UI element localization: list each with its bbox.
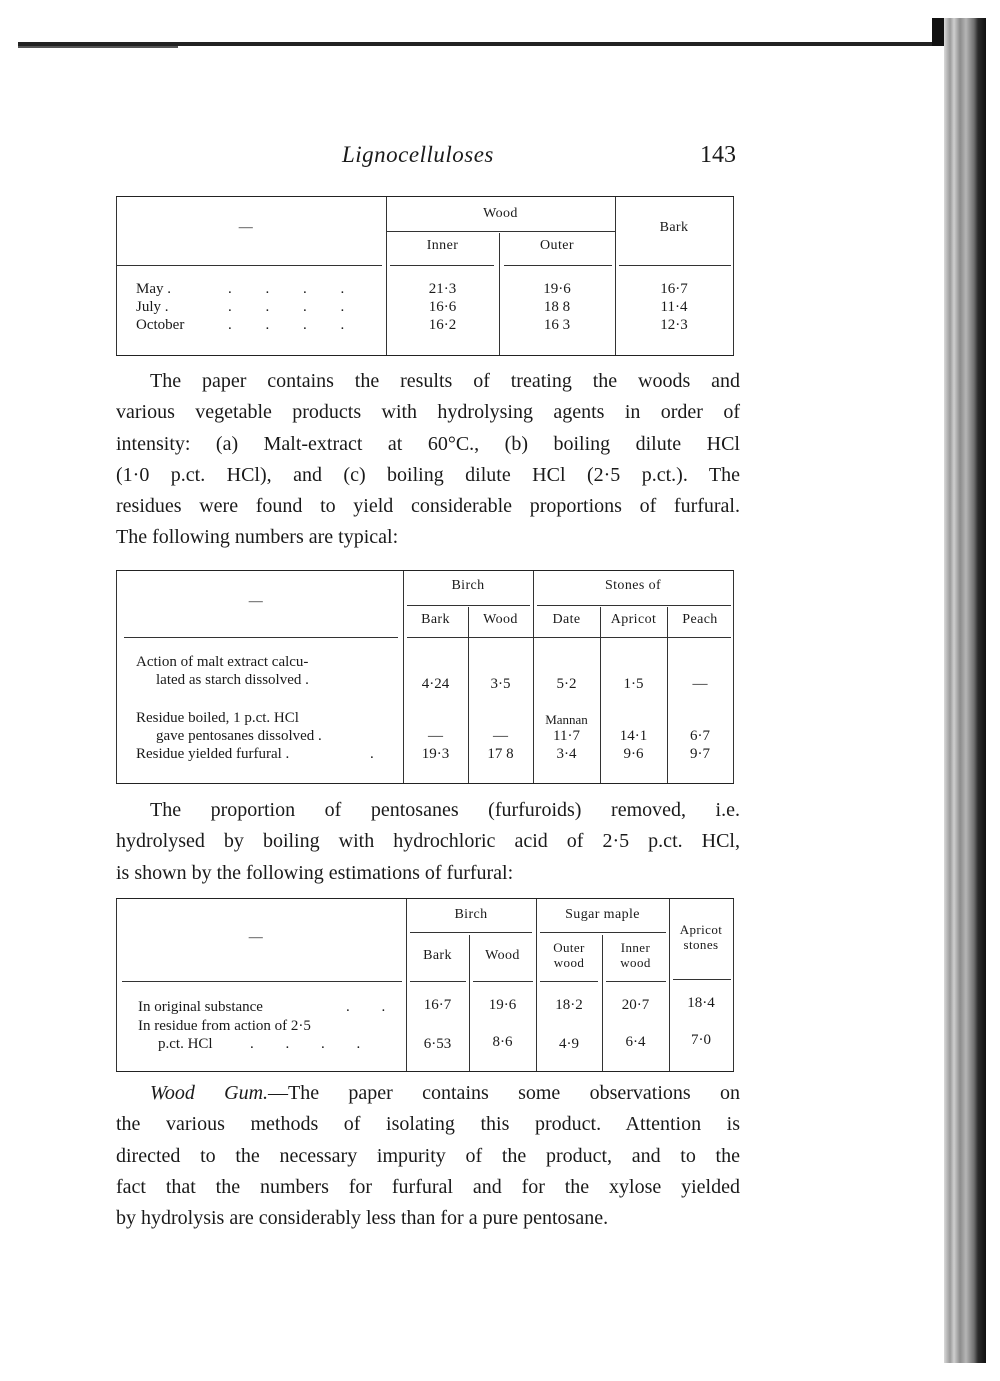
leader-dots: . [370, 746, 374, 762]
text-line: (1·0 p.ct. HCl), and (c) boiling dilute HCl (2·5 p.ct.). The [116, 463, 740, 486]
cell-value: 19·6 [543, 281, 571, 297]
cell-value: 18·2 [555, 997, 583, 1013]
row-label: Action of malt extract calcu- [136, 654, 309, 670]
cell-value: 16·6 [428, 299, 457, 315]
header-wood: Wood [483, 206, 518, 221]
header-inner: Inner [426, 238, 459, 253]
header-outer-wood: wood [553, 955, 585, 970]
row-label: gave pentosanes dissolved . [156, 728, 322, 744]
header-peach: Peach [682, 612, 718, 627]
stub-header: — [248, 930, 264, 945]
cell-value: 4·9 [559, 1036, 579, 1052]
cell-value: 9·6 [623, 746, 644, 762]
cell-value: 16·7 [423, 997, 452, 1013]
header-bark: Bark [421, 612, 450, 627]
running-title: Lignocelluloses [342, 142, 494, 167]
leader-dots: . . . . [250, 1036, 375, 1052]
cell-value: 12·3 [660, 317, 688, 333]
cell-value: 14·1 [619, 728, 648, 744]
row-label: p.ct. HCl [158, 1036, 213, 1052]
cell-value: — [428, 728, 443, 744]
page-number: 143 [700, 142, 736, 168]
cell-value: 16·7 [660, 281, 688, 297]
text-line: is shown by the following estimations of furfural: [116, 861, 514, 884]
header-apricot-stones: stones [683, 937, 719, 952]
cell-value: 5·2 [556, 676, 577, 692]
paragraph-wood-gum [116, 1078, 740, 1234]
cell-value: 3·4 [556, 746, 577, 762]
header-outer: Outer [540, 238, 574, 253]
leader-dots: . . . . [228, 281, 360, 297]
header-wood: Wood [485, 948, 520, 963]
table-birch-stones [116, 570, 734, 784]
cell-value: 6·53 [423, 1036, 452, 1052]
cell-value: — [692, 676, 708, 692]
cell-value: 18·4 [687, 995, 715, 1011]
leader-dots: . . . . [228, 317, 360, 333]
table-furfural-estimations [116, 898, 734, 1072]
header-apricot: Apricot [610, 612, 657, 627]
cell-value: 11·4 [660, 299, 688, 315]
text-line: The following numbers are typical: [116, 526, 399, 549]
leader-dots: . . [346, 999, 400, 1015]
cell-value: 3·5 [490, 676, 511, 692]
cell-value: 17 8 [487, 746, 514, 762]
cell-value: 9·7 [690, 746, 710, 762]
header-sugar-maple: Sugar maple [565, 907, 640, 922]
text-line: by hydrolysis are considerably less than for a pure pentosane. [116, 1207, 609, 1230]
header-bark: Bark [659, 220, 689, 235]
stub-header: — [238, 220, 254, 235]
cell-value: 11·7 [553, 728, 580, 744]
header-stones-of: Stones of [604, 578, 662, 593]
header-outer-wood: Outer [553, 940, 585, 955]
text-line [116, 1078, 740, 1109]
header-apricot-stones: Apricot [679, 922, 723, 937]
cell-value: 6·7 [690, 728, 710, 744]
row-label: October [136, 317, 185, 333]
row-label: May . [136, 281, 171, 297]
header-birch: Birch [454, 907, 488, 922]
scan-edge-top-streak [18, 46, 178, 48]
scan-edge-right [944, 18, 986, 1363]
text-line: hydrolysed by boiling with hydrochloric acid of 2·5 p.ct. HCl, [116, 830, 740, 853]
cell-value: 16·2 [428, 317, 457, 333]
cell-value: 6·4 [625, 1034, 646, 1050]
row-label: Residue yielded furfural . [136, 746, 290, 762]
text-line: the various methods of isolating this product. Attention is [116, 1113, 740, 1136]
text-run: —The paper contains some observations on [268, 1082, 740, 1104]
row-label: lated as starch dissolved . [156, 672, 309, 688]
text-line: various vegetable products with hydrolysing agents in order of [116, 401, 740, 424]
row-label: Residue boiled, 1 p.ct. HCl [136, 710, 299, 726]
text-line: residues were found to yield considerable proportions of furfural. [116, 495, 740, 518]
cell-value: 7·0 [691, 1032, 711, 1048]
text-line: fact that the numbers for furfural and for the xylose yielded [116, 1175, 740, 1198]
text-line: intensity: (a) Malt-extract at 60°C., (b) boiling dilute HCl [116, 432, 740, 455]
cell-value: 4·24 [421, 676, 450, 692]
stub-header: — [248, 594, 264, 609]
cell-note: Mannan [545, 712, 588, 727]
row-label: July . [136, 299, 169, 315]
wood-gum-heading: Wood Gum. [150, 1082, 269, 1104]
paragraph-proportion [116, 795, 740, 889]
text-line: directed to the necessary impurity of the product, and to the [116, 1144, 740, 1167]
row-label: In residue from action of 2·5 [138, 1018, 311, 1034]
row-label: In original substance [138, 999, 263, 1015]
cell-value: 19·3 [421, 746, 450, 762]
text-line: The proportion of pentosanes (furfuroids) removed, i.e. [150, 799, 740, 821]
text-line: The paper contains the results of treating the woods and [150, 370, 740, 392]
header-inner-wood: wood [620, 955, 651, 970]
cell-value: 16 3 [543, 317, 571, 333]
header-inner-wood: Inner [620, 940, 651, 955]
header-wood: Wood [483, 612, 518, 627]
leader-dots: . . . . [228, 299, 360, 315]
cell-value: 1·5 [623, 676, 644, 692]
cell-value: 18 8 [543, 299, 571, 315]
cell-value: 21·3 [428, 281, 457, 297]
cell-value: 8·6 [492, 1034, 513, 1050]
paragraph-results [116, 366, 740, 554]
header-birch: Birch [451, 578, 485, 593]
header-date: Date [552, 612, 581, 627]
cell-value: 19·6 [488, 997, 517, 1013]
cell-value: 20·7 [621, 997, 650, 1013]
cell-value: — [493, 728, 508, 744]
table-seasonal-wood-bark [116, 196, 734, 356]
header-bark: Bark [423, 948, 452, 963]
